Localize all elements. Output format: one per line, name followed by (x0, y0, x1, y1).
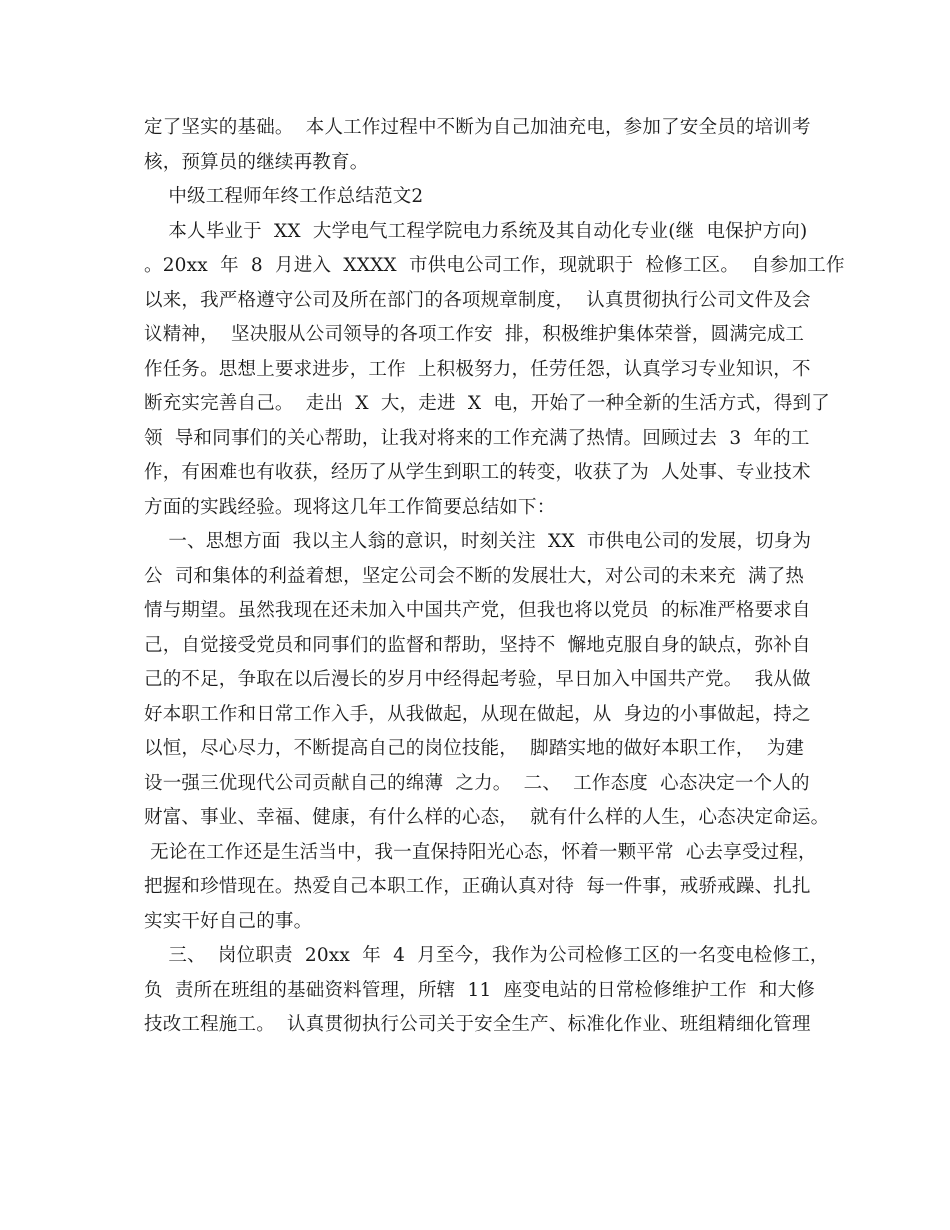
text-line: 作任务。思想上要求进步，工作 上积极努力，任劳任怨，认真学习专业知识，不 (144, 358, 811, 380)
text-line: 公 司和集体的利益着想，坚定公司会不断的发展壮大，对公司的未来充 满了热 (144, 565, 805, 587)
document-body (144, 111, 845, 1043)
text-line: 情与期望。虽然我现在还未加入中国共产党，但我也将以党员 的标准严格要求自 (144, 600, 811, 621)
text-line: 断充实完善自己。 走出 X 大，走进 X 电，开始了一种全新的生活方式，得到了 (144, 393, 830, 414)
text-line: 把握和珍惜现在。热爱自己本职工作，正确认真对待 每一件事，戒骄戒躁、扎扎 (144, 876, 811, 897)
text-line: 议精神， 坚决服从公司领导的各项工作安 排，积极维护集体荣誉，圆满完成工 (144, 324, 805, 345)
text-line: 核，预算员的继续再教育。 (144, 151, 369, 173)
text-line: 以恒，尽心尽力，不断提高自己的岗位技能， 脚踏实地的做好本职工作， 为建 (144, 738, 805, 759)
text-line: 设一强三优现代公司贡献自己的绵薄 之力。 二、 工作态度 心态决定一个人的 (144, 772, 810, 794)
text-line: 方面的实践经验。现将这几年工作简要总结如下： (144, 496, 556, 518)
text-line: 财富、事业、幸福、健康，有什么样的心态， 就有什么样的人生，心态决定命运。 (144, 807, 830, 828)
text-line: 负 责所在班组的基础资料管理，所辖 11 座变电站的日常检修维护工作 和大修 (144, 979, 815, 1001)
text-line: 作，有困难也有收获，经历了从学生到职工的转变，收获了为 人处事、专业技术 (144, 462, 811, 483)
text-line: 好本职工作和日常工作入手，从我做起，从现在做起，从 身边的小事做起，持之 (144, 703, 811, 725)
text-line: 实实干好自己的事。 (144, 910, 313, 932)
text-line: 己的不足，争取在以后漫长的岁月中经得起考验，早日加入中国共产党。 我从做 (144, 669, 811, 690)
text-line: 本人毕业于 XX 大学电气工程学院电力系统及其自动化专业(继 电保护方向) (144, 220, 808, 242)
text-line: 己，自觉接受党员和同事们的监督和帮助，坚持不 懈地克服自身的缺点，弥补自 (144, 634, 811, 656)
text-line: 一、思想方面 我以主人翁的意识，时刻关注 XX 市供电公司的发展，切身为 (144, 531, 812, 552)
text-line: 三、 岗位职责 20xx 年 4 月至今，我作为公司检修工区的一名变电检修工， (144, 945, 829, 966)
text-line: 技改工程施工。 认真贯彻执行公司关于安全生产、标准化作业、班组精细化管理 (144, 1014, 811, 1035)
text-line: 定了坚实的基础。 本人工作过程中不断为自己加油充电，参加了安全员的培训考 (144, 117, 811, 138)
text-line: 无论在工作还是生活当中，我一直保持阳光心态，怀着一颗平常 心去享受过程， (144, 841, 817, 863)
text-line: 。20xx 年 8 月进入 XXXX 市供电公司工作，现就职于 检修工区。 自参加工作 (144, 255, 845, 276)
section-title: 中级工程师年终工作总结范文2 (144, 186, 424, 207)
text-line: 领 导和同事们的关心帮助，让我对将来的工作充满了热情。回顾过去 3 年的工 (144, 427, 810, 449)
text-line: 以来，我严格遵守公司及所在部门的各项规章制度， 认真贯彻执行公司文件及会 (144, 289, 811, 311)
